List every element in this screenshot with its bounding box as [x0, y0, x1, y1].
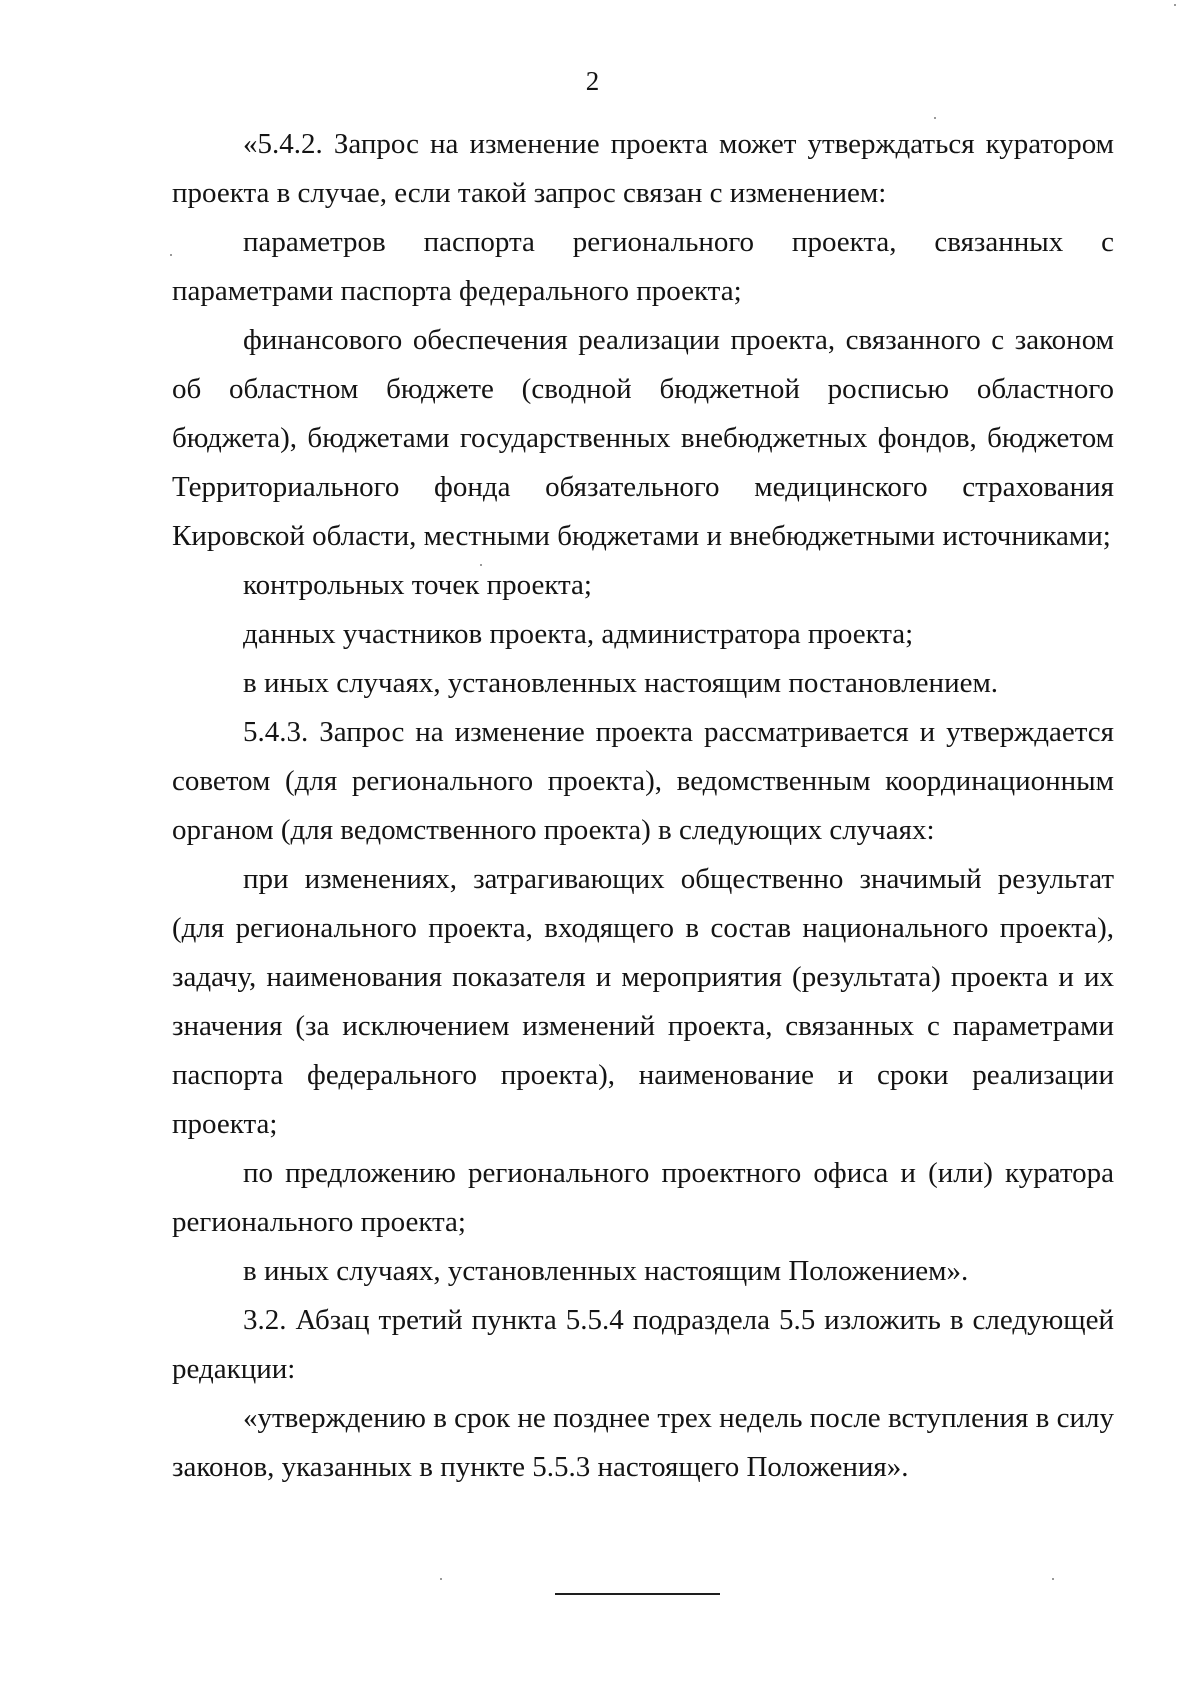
document-body [172, 120, 1114, 1492]
paragraph-financial-support: финансового обеспечения реализации проекта, связанного с законом об областном бюджете (сводной бюджетной росписью областного бюджета), бюджетами государственных внебюджетных фондов, бюджетом Территориального фонда обязательного медицинского страхования Кировской области, местными бюджетами и внебюджетными источниками; [172, 324, 1114, 552]
scan-speck [934, 117, 936, 119]
paragraph-other-cases-resolution: в иных случаях, установленных настоящим постановлением. [243, 667, 999, 699]
page-number: 2 [585, 66, 600, 96]
end-divider-line [555, 1593, 720, 1595]
paragraph-3-2: 3.2. Абзац третий пункта 5.5.4 подраздела 5.5 изложить в следующей редакции: [172, 1304, 1114, 1385]
paragraph-office-proposal: по предложению регионального проектного офиса и (или) куратора регионального проекта; [172, 1157, 1114, 1238]
paragraph-5-4-2: «5.4.2. Запрос на изменение проекта может утверждаться куратором проекта в случае, если такой запрос связан с изменением: [172, 128, 1114, 209]
scan-speck [170, 254, 172, 256]
paragraph-significant-changes: при изменениях, затрагивающих общественно значимый результат (для регионального проекта, входящего в состав национального проекта), задачу, наименования показателя и мероприятия (результата) проекта и их значения (за исключением изменений проекта, связанных с параметрами паспорта федерального проекта), наименование и сроки реализации проекта; [172, 863, 1114, 1140]
paragraph-participants-data: данных участников проекта, администратора проекта; [243, 618, 914, 650]
scan-speck [440, 1578, 442, 1580]
paragraph-other-cases-regulation: в иных случаях, установленных настоящим Положением». [243, 1255, 969, 1287]
scan-speck [1174, 4, 1176, 6]
paragraph-5-4-3: 5.4.3. Запрос на изменение проекта рассматривается и утверждается советом (для регионального проекта), ведомственным координационным органом (для ведомственного проекта) в следующих случаях: [172, 716, 1114, 846]
paragraph-control-points: контрольных точек проекта; [243, 569, 592, 601]
paragraph-approval-deadline: «утверждению в срок не позднее трех недель после вступления в силу законов, указанных в пункте 5.5.3 настоящего Положения». [172, 1402, 1114, 1483]
scan-speck [1052, 1578, 1054, 1580]
paragraph-passport-parameters: параметров паспорта регионального проекта, связанных с параметрами паспорта федерального проекта; [172, 226, 1114, 307]
scan-speck [480, 564, 482, 566]
